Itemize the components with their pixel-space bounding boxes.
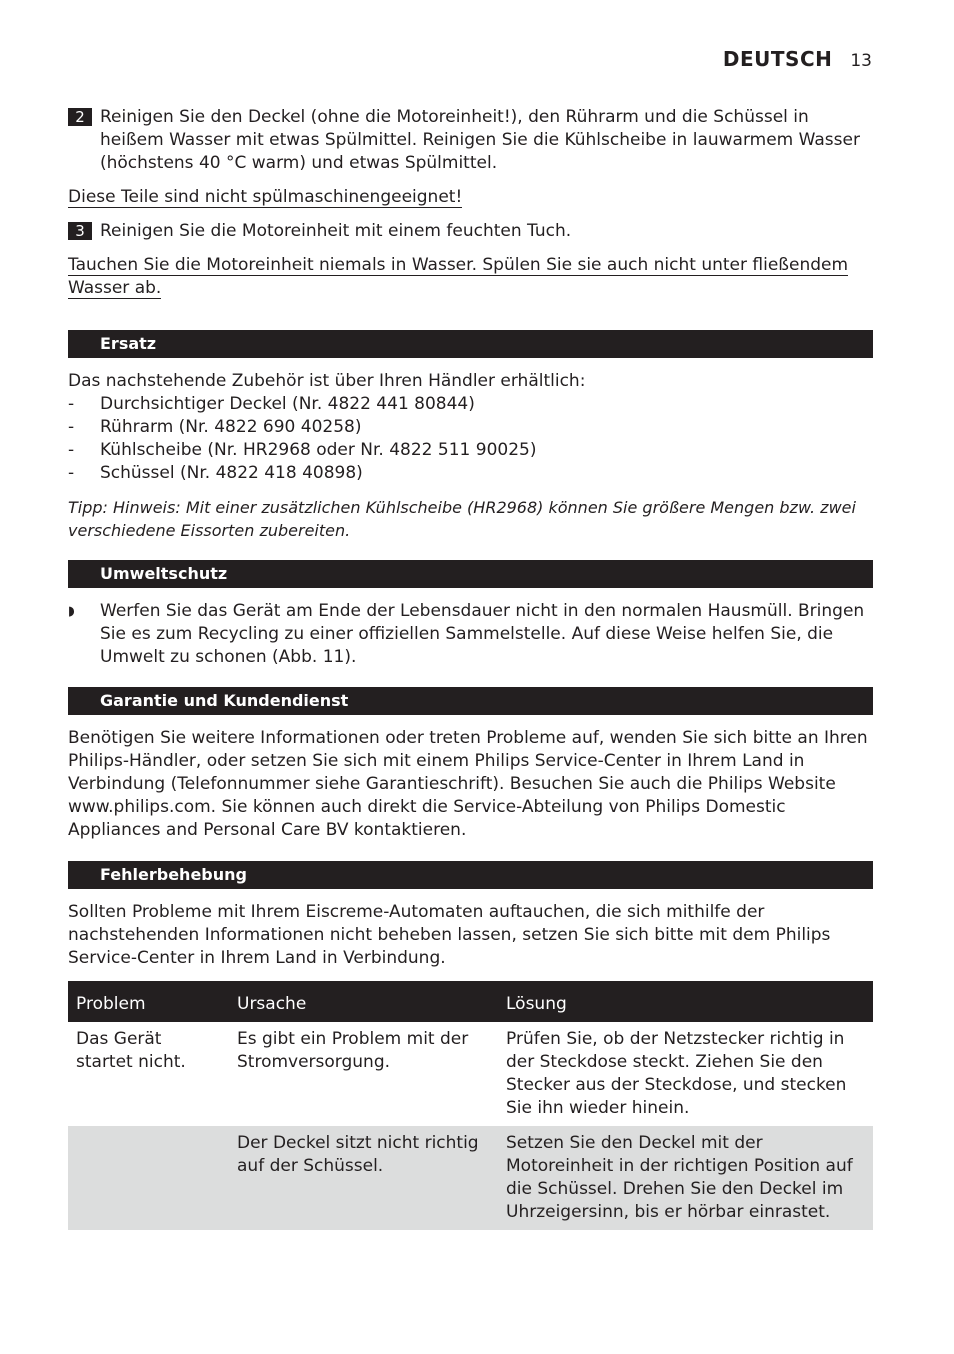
bullet-icon: ◗ [68,604,75,619]
step-3 [68,220,873,243]
section-title-ersatz: Ersatz [68,330,873,358]
list-item: - Rührarm (Nr. 4822 690 40258) [68,417,362,437]
column-header: Ursache [229,981,498,1022]
table-row [68,1126,873,1230]
page-number: 13 [850,51,872,71]
table-cell [68,1126,229,1230]
warning-text: Tauchen Sie die Motoreinheit niemals in Wasser. Spülen Sie sie auch nicht unter fließendem Wasser ab. [68,255,849,298]
table-header-row [68,981,873,1022]
step-text: Reinigen Sie den Deckel (ohne die Motoreinheit!), den Rührarm und die Schüssel in heißem Wasser mit etwas Spülmittel. Reinigen Sie die Kühlscheibe in lauwarmem Wasser (höchstens 40 °C warm) und etwas Spülmittel. [100,107,860,173]
table-cell: Der Deckel sitzt nicht richtig auf der Schüssel. [229,1126,498,1230]
warning-dishwasher [68,186,873,209]
table-cell: Es gibt ein Problem mit der Stromversorgung. [237,1029,469,1072]
table-cell: Das Gerät startet nicht. [76,1029,186,1072]
section-title-fehlerbehebung: Fehlerbehebung [68,861,873,889]
website-link[interactable]: www.philips.com [68,797,211,817]
language-label: DEUTSCH [722,47,833,71]
page-content [68,106,873,1230]
list-item: - Schüssel (Nr. 4822 418 40898) [68,463,363,483]
section-title-garantie: Garantie und Kundendienst [68,687,873,715]
table-cell: Setzen Sie den Deckel mit der Motoreinheit in der richtigen Position auf die Schüssel. Drehen Sie den Deckel im Uhrzeigersinn, bis er hörbar einrastet. [498,1126,873,1230]
garantie-text: Benötigen Sie weitere Informationen oder treten Probleme auf, wenden Sie sich bitte an Ihren Philips-Händler, oder setzen Sie sich mit einem Philips Service-Center in Ihrem Land in Verbindung (Telefonnummer siehe Garantieschrift). Besuchen Sie auch die Philips Website www.philips.com. Sie können auch direkt die Service-Abteilung von Philips Domestic Appliances and Personal Care BV kontaktieren. [68,728,868,840]
step-number: 2 [68,108,92,126]
table-row [68,1022,873,1126]
step-2 [68,106,873,175]
warning-text: Diese Teile sind nicht spülmaschinengeeignet! [68,187,463,207]
troubleshooting-table [68,981,873,1230]
column-header: Lösung [498,981,873,1022]
fehler-intro: Sollten Probleme mit Ihrem Eiscreme-Automaten auftauchen, die sich mithilfe der nachstehenden Informationen nicht beheben lassen, setzen Sie sich bitte mit dem Philips Service-Center in Ihrem Land in Verbindung. [68,902,831,968]
umwelt-text: Werfen Sie das Gerät am Ende der Lebensdauer nicht in den normalen Hausmüll. Bringen Sie es zum Recycling zu einer offiziellen Sammelstelle. Auf diese Weise helfen Sie, die Umwelt zu schonen (Abb. 11). [100,601,865,667]
list-item: - Kühlscheibe (Nr. HR2968 oder Nr. 4822 511 90025) [68,440,537,460]
step-text: Reinigen Sie die Motoreinheit mit einem feuchten Tuch. [100,221,572,241]
ersatz-list [68,393,873,485]
ersatz-intro: Das nachstehende Zubehör ist über Ihren Händler erhältlich: [68,371,586,391]
table-cell: Prüfen Sie, ob der Netzstecker richtig in der Steckdose steckt. Ziehen Sie den Stecker aus der Steckdose, und stecken Sie ihn wieder hinein. [506,1029,847,1118]
section-title-umweltschutz: Umweltschutz [68,560,873,588]
list-item: - Durchsichtiger Deckel (Nr. 4822 441 80844) [68,394,475,414]
umwelt-bullet [68,600,873,669]
warning-water [68,254,873,300]
step-number: 3 [68,222,92,240]
column-header: Problem [68,981,229,1022]
tip-text: Tipp: Hinweis: Mit einer zusätzlichen Kühlscheibe (HR2968) können Sie größere Mengen bzw. zwei verschiedene Eissorten zubereiten. [68,498,856,540]
page-header [723,47,872,71]
